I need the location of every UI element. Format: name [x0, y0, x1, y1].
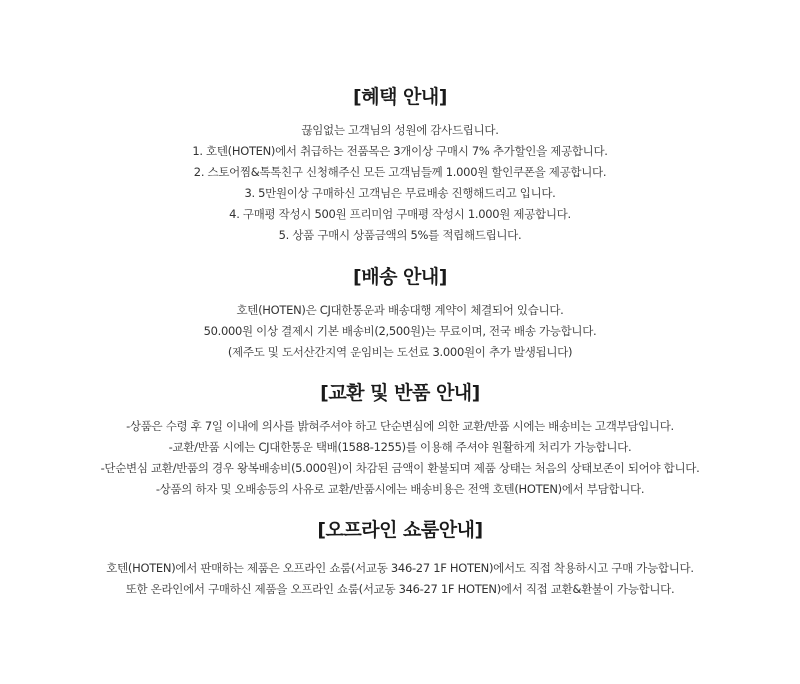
benefits-section: [0, 84, 800, 246]
exchange-line: -상품의 하자 및 오배송등의 사유로 교환/반품시에는 배송비용은 전액 호텐(HOTEN)에서 부담합니다.: [155, 482, 645, 496]
benefits-title: [혜택 안내]: [353, 86, 447, 108]
exchange-title: [교환 및 반품 안내]: [320, 382, 480, 404]
shipping-title: [배송 안내]: [353, 266, 447, 288]
shipping-line: 호텐(HOTEN)은 CJ대한통운과 배송대행 계약이 체결되어 있습니다.: [236, 303, 564, 317]
benefits-line: 4. 구매평 작성시 500원 프리미엄 구매평 작성시 1.000원 제공합니다.: [229, 207, 571, 221]
shipping-line: 50.000원 이상 결제시 기본 배송비(2,500원)는 무료이며, 전국 배송 가능합니다.: [203, 324, 597, 338]
shipping-section: [0, 264, 800, 363]
exchange-section: [0, 380, 800, 500]
benefits-line: 5. 상품 구매시 상품금액의 5%를 적립해드립니다.: [278, 228, 522, 242]
offline-showroom-line: 또한 온라인에서 구매하신 제품을 오프라인 쇼룸(서교동 346-27 1F HOTEN)에서 직접 교환&환불이 가능합니다.: [125, 582, 675, 596]
benefits-line: 끊임없는 고객님의 성원에 감사드립니다.: [301, 123, 499, 137]
benefits-line: 1. 호텐(HOTEN)에서 취급하는 전품목은 3개이상 구매시 7% 추가할인을 제공합니다.: [192, 144, 608, 158]
benefits-line: 3. 5만원이상 구매하신 고객님은 무료배송 진행해드리고 입니다.: [244, 186, 556, 200]
exchange-line: -상품은 수령 후 7일 이내에 의사를 밝혀주셔야 하고 단순변심에 의한 교환/반품 시에는 배송비는 고객부담입니다.: [126, 419, 674, 433]
shipping-line: (제주도 및 도서산간지역 운임비는 도선료 3.000원이 추가 발생됩니다): [227, 345, 573, 359]
offline-showroom-title: [오프라인 쇼룸안내]: [317, 519, 483, 541]
offline-showroom-line: 호텐(HOTEN)에서 판매하는 제품은 오프라인 쇼룸(서교동 346-27 1F HOTEN)에서도 직접 착용하시고 구매 가능합니다.: [106, 561, 694, 575]
exchange-line: -단순변심 교환/반품의 경우 왕복배송비(5.000원)이 차감된 금액이 환불되며 제품 상태는 처음의 상태보존이 되어야 합니다.: [100, 461, 700, 475]
benefits-line: 2. 스토어찜&톡톡친구 신청해주신 모든 고객님들께 1.000원 할인쿠폰을 제공합니다.: [193, 165, 607, 179]
exchange-line: -교환/반품 시에는 CJ대한통운 택배(1588-1255)를 이용해 주셔야 원활하게 처리가 가능합니다.: [168, 440, 632, 454]
offline-showroom-section: [0, 517, 800, 600]
